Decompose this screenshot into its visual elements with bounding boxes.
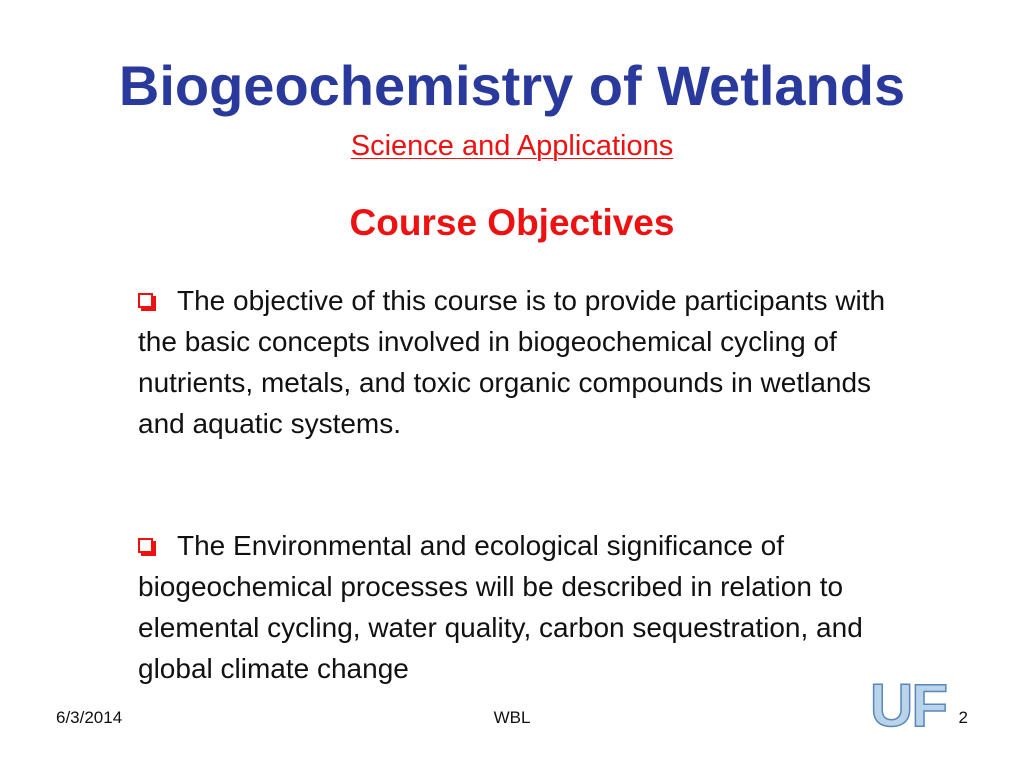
- objective-item-2: [138, 525, 908, 689]
- slide-subtitle: Science and Applications: [350, 130, 674, 162]
- objective-text-2: The Environmental and ecological significance of biogeochemical processes will be described in relation to elemental cycling, water quality, carbon sequestration, and global climate change: [138, 530, 863, 684]
- footer-center-label: WBL: [493, 708, 531, 727]
- objective-text-1: The objective of this course is to provide participants with the basic concepts involved in biogeochemical cycling of nutrients, metals, and toxic organic compounds in wetlands and aquatic systems.: [138, 285, 886, 439]
- objective-item-1: [138, 280, 908, 444]
- square-bullet-icon: [138, 538, 153, 553]
- section-heading: Course Objectives: [349, 202, 675, 243]
- square-bullet-icon: [138, 293, 153, 308]
- footer-date: 6/3/2014: [56, 708, 123, 727]
- slide-title: Biogeochemistry of Wetlands: [118, 54, 906, 117]
- uf-logo-text: UF: [870, 676, 946, 732]
- footer-page-number: 2: [958, 708, 968, 727]
